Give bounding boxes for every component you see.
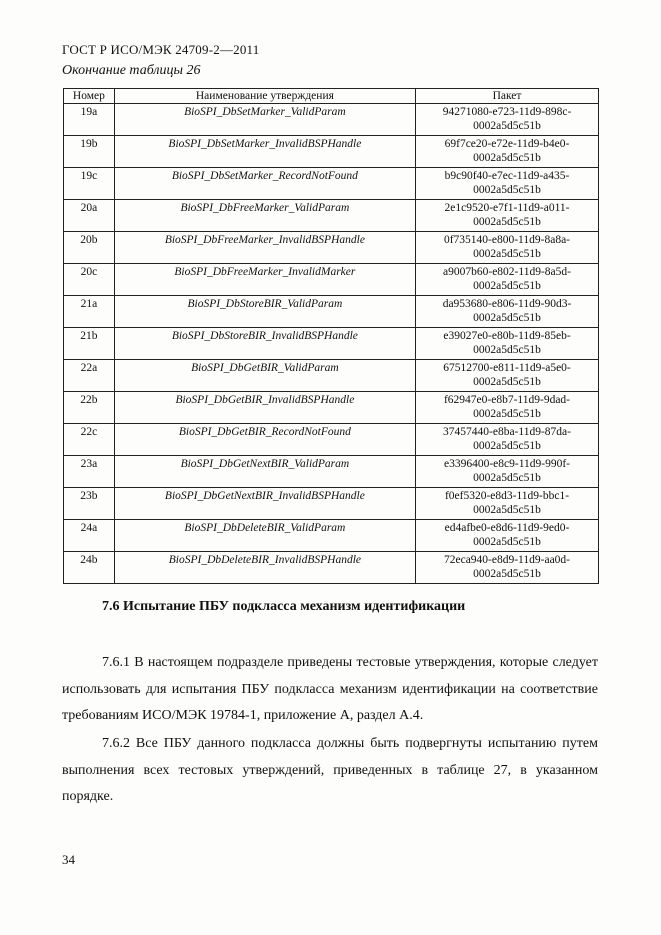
package-id	[416, 296, 599, 328]
package-id	[416, 264, 599, 296]
package-id	[416, 104, 599, 136]
package-id-line-1: 94271080-e723-11d9-898c-	[442, 106, 572, 118]
table-row	[64, 200, 599, 232]
row-number: 19b	[64, 136, 115, 168]
package-id-line-2: 0002a5d5c51b	[473, 408, 541, 420]
table-row	[64, 520, 599, 552]
package-id-line-2: 0002a5d5c51b	[473, 248, 541, 260]
table-header-row	[64, 89, 599, 104]
page-number: 34	[62, 852, 75, 867]
package-id-line-1: 0f735140-e800-11d9-8a8a-	[443, 234, 571, 246]
package-id-line-1: e3396400-e8c9-11d9-990f-	[443, 458, 571, 470]
assertions-table	[63, 88, 599, 584]
package-id	[416, 456, 599, 488]
package-id-line-1: f0ef5320-e8d3-11d9-bbc1-	[444, 490, 570, 502]
assertion-name: BioSPI_DbGetNextBIR_ValidParam	[114, 456, 415, 488]
table-row	[64, 232, 599, 264]
standard-header: ГОСТ Р ИСО/МЭК 24709-2—2011	[62, 42, 260, 57]
table-row	[64, 392, 599, 424]
assertion-name: BioSPI_DbGetBIR_ValidParam	[114, 360, 415, 392]
assertion-name: BioSPI_DbGetBIR_InvalidBSPHandle	[114, 392, 415, 424]
section-title: 7.6 Испытание ПБУ подкласса механизм идентификации	[102, 599, 466, 614]
package-id-line-1: 37457440-e8ba-11d9-87da-	[443, 426, 571, 438]
assertion-name: BioSPI_DbStoreBIR_InvalidBSPHandle	[114, 328, 415, 360]
package-id-line-1: da953680-e806-11d9-90d3-	[442, 298, 572, 310]
row-number: 21b	[64, 328, 115, 360]
row-number: 22b	[64, 392, 115, 424]
package-id-line-1: b9c90f40-e7ec-11d9-a435-	[444, 170, 570, 182]
package-id-line-1: 69f7ce20-e72e-11d9-b4e0-	[444, 138, 570, 150]
package-id	[416, 200, 599, 232]
package-id	[416, 328, 599, 360]
package-id-line-2: 0002a5d5c51b	[473, 472, 541, 484]
assertion-name: BioSPI_DbDeleteBIR_ValidParam	[114, 520, 415, 552]
table-row	[64, 456, 599, 488]
package-id-line-1: a9007b60-e802-11d9-8a5d-	[443, 266, 571, 278]
header-assertion-name: Наименование утверждения	[114, 89, 415, 104]
package-id-line-2: 0002a5d5c51b	[473, 184, 541, 196]
row-number: 19c	[64, 168, 115, 200]
row-number: 19a	[64, 104, 115, 136]
table-row	[64, 424, 599, 456]
paragraph-7-6-2: 7.6.2 Все ПБУ данного подкласса должны быть подвергнуты испытанию путем выполнения всех тестовых утверждений, приведенных в таблице 27, в указанном порядке.	[62, 736, 598, 804]
package-id-line-2: 0002a5d5c51b	[473, 440, 541, 452]
package-id	[416, 520, 599, 552]
package-id-line-2: 0002a5d5c51b	[473, 504, 541, 516]
assertion-name: BioSPI_DbDeleteBIR_InvalidBSPHandle	[114, 552, 415, 584]
package-id	[416, 136, 599, 168]
package-id-line-2: 0002a5d5c51b	[473, 376, 541, 388]
row-number: 20a	[64, 200, 115, 232]
package-id-line-2: 0002a5d5c51b	[473, 280, 541, 292]
package-id-line-2: 0002a5d5c51b	[473, 216, 541, 228]
table-row	[64, 264, 599, 296]
table-row	[64, 168, 599, 200]
assertion-name: BioSPI_DbFreeMarker_ValidParam	[114, 200, 415, 232]
row-number: 24b	[64, 552, 115, 584]
package-id	[416, 168, 599, 200]
package-id-line-2: 0002a5d5c51b	[473, 312, 541, 324]
table-row	[64, 552, 599, 584]
package-id-line-1: 2e1c9520-e7f1-11d9-a011-	[444, 202, 570, 214]
assertion-name: BioSPI_DbFreeMarker_InvalidMarker	[114, 264, 415, 296]
package-id	[416, 424, 599, 456]
assertion-name: BioSPI_DbGetNextBIR_InvalidBSPHandle	[114, 488, 415, 520]
header-package: Пакет	[416, 89, 599, 104]
row-number: 20c	[64, 264, 115, 296]
package-id-line-2: 0002a5d5c51b	[473, 120, 541, 132]
table-row	[64, 296, 599, 328]
assertion-name: BioSPI_DbStoreBIR_ValidParam	[114, 296, 415, 328]
package-id	[416, 232, 599, 264]
package-id-line-1: 72eca940-e8d9-11d9-aa0d-	[443, 554, 571, 566]
row-number: 21a	[64, 296, 115, 328]
package-id-line-1: ed4afbe0-e8d6-11d9-9ed0-	[444, 522, 570, 534]
row-number: 22c	[64, 424, 115, 456]
package-id-line-1: 67512700-e811-11d9-a5e0-	[443, 362, 571, 374]
assertion-name: BioSPI_DbFreeMarker_InvalidBSPHandle	[114, 232, 415, 264]
package-id-line-2: 0002a5d5c51b	[473, 344, 541, 356]
assertion-name: BioSPI_DbSetMarker_ValidParam	[114, 104, 415, 136]
row-number: 20b	[64, 232, 115, 264]
assertion-name: BioSPI_DbSetMarker_RecordNotFound	[114, 168, 415, 200]
package-id-line-2: 0002a5d5c51b	[473, 536, 541, 548]
table-row	[64, 328, 599, 360]
package-id	[416, 392, 599, 424]
table-row	[64, 360, 599, 392]
assertion-name: BioSPI_DbGetBIR_RecordNotFound	[114, 424, 415, 456]
package-id-line-2: 0002a5d5c51b	[473, 152, 541, 164]
package-id	[416, 552, 599, 584]
package-id	[416, 360, 599, 392]
package-id	[416, 488, 599, 520]
table-row	[64, 488, 599, 520]
row-number: 23a	[64, 456, 115, 488]
row-number: 24a	[64, 520, 115, 552]
table-row	[64, 136, 599, 168]
package-id-line-1: e39027e0-e80b-11d9-85eb-	[443, 330, 571, 342]
package-id-line-2: 0002a5d5c51b	[473, 568, 541, 580]
package-id-line-1: f62947e0-e8b7-11d9-9dad-	[443, 394, 571, 406]
row-number: 23b	[64, 488, 115, 520]
assertion-name: BioSPI_DbSetMarker_InvalidBSPHandle	[114, 136, 415, 168]
header-number: Номер	[64, 89, 115, 104]
table-caption: Окончание таблицы 26	[62, 63, 201, 78]
row-number: 22a	[64, 360, 115, 392]
table-row	[64, 104, 599, 136]
paragraph-7-6-1: 7.6.1 В настоящем подразделе приведены тестовые утверждения, которые следует использовать для испытания ПБУ подкласса механизм идентификации на соответствие требованиям ИСО/МЭК 19784-1, приложение А, раздел А.4.	[62, 655, 598, 723]
